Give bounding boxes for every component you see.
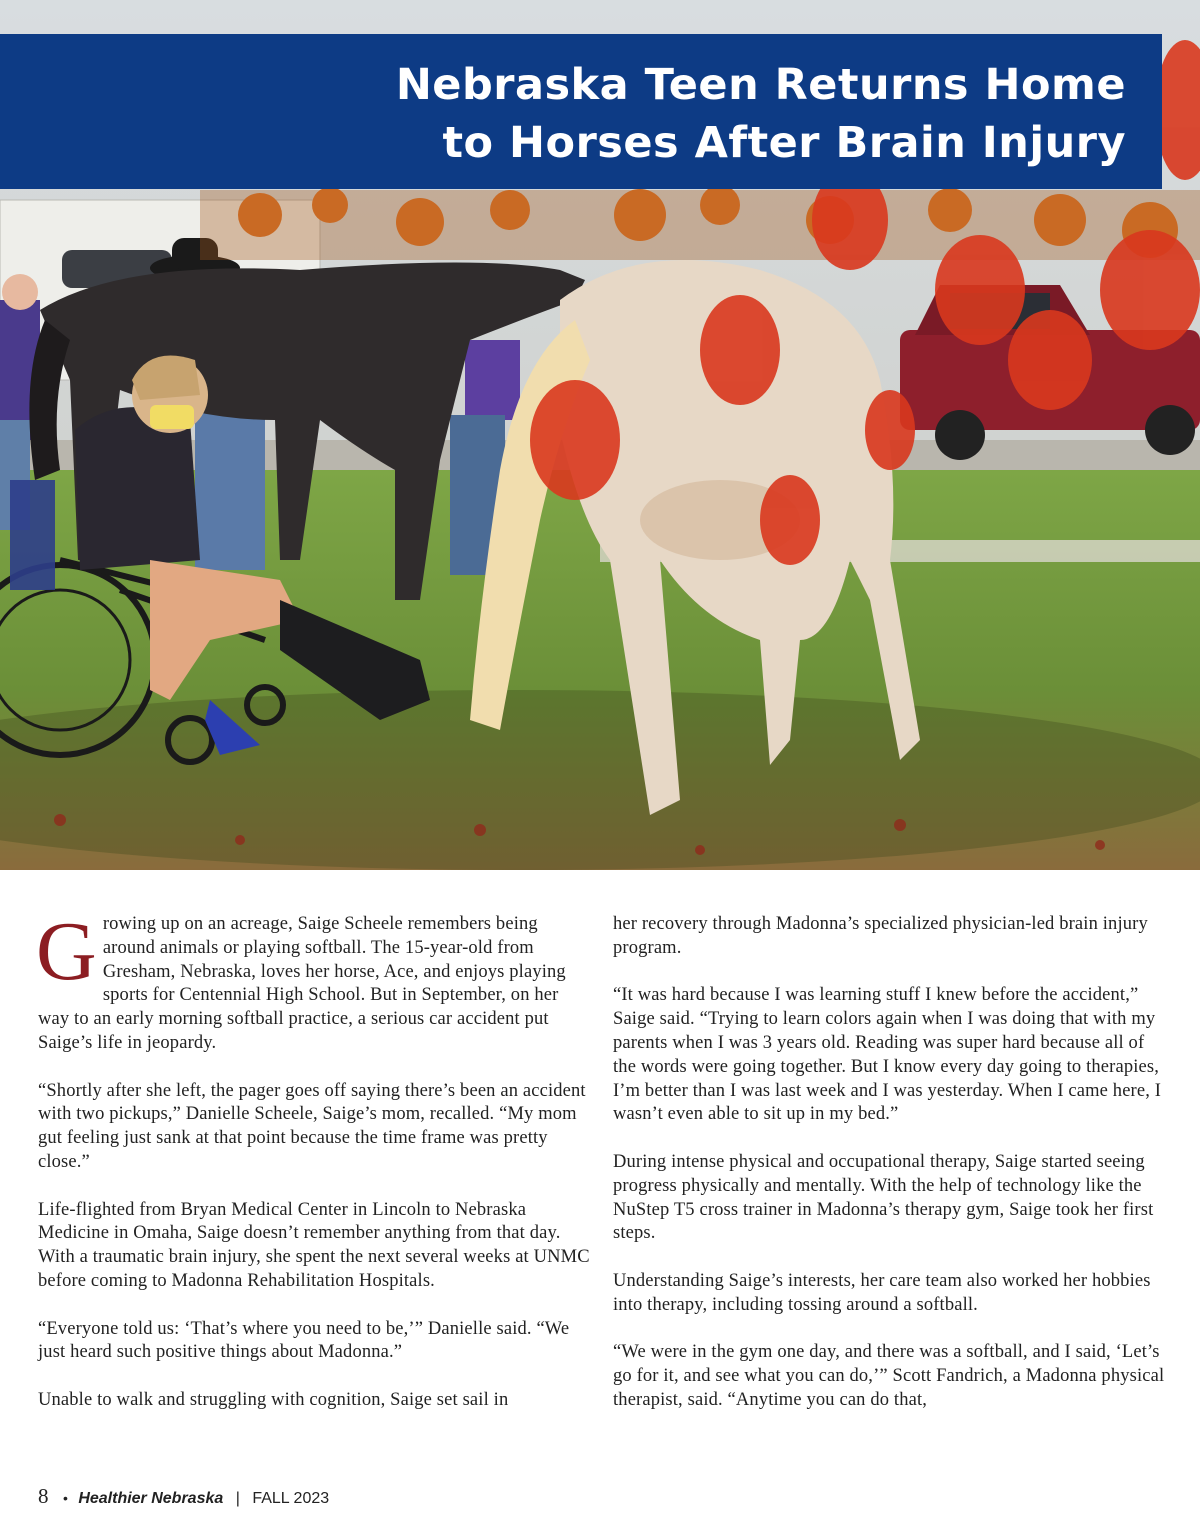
paragraph: her recovery through Madonna’s specialized physician-led brain injury program. [613,914,1148,958]
issue-label: FALL 2023 [252,1490,330,1507]
paragraph: “We were in the gym one day, and there was a softball, and I said, ‘Let’s go for it, and see what you can do,’” Scott Fandrich, a Madonna physical therapist, said. “Anytime you can do that, [613,1342,1165,1410]
title-line-1: Nebraska Teen Returns Home [395,60,1126,110]
page-footer [38,1484,329,1509]
title-line-2: to Horses After Brain Injury [442,118,1126,168]
paragraph-text: rowing up on an acreage, Saige Scheele remembers being around animals or playing softball. The 15-year-old from Gresham, Nebraska, loves her horse, Ace, and enjoys playing sports for Centennial High School. But in September, on her way to an early morning softball practice, a serious car accident put Saige’s life in jeopardy. [38,914,566,1053]
drop-cap: G [36,905,97,998]
paragraph [36,905,590,1056]
paragraph: Unable to walk and struggling with cognition, Saige set sail in [38,1389,509,1410]
paragraph: During intense physical and occupational therapy, Saige started seeing progress physically and mentally. With the help of technology like the NuStep T5 cross trainer in Madonna’s therapy gym, Saige took her first steps. [613,1151,1154,1244]
article-title [26,56,1126,172]
paragraph: Life-flighted from Bryan Medical Center in Lincoln to Nebraska Medicine in Omaha, Saige doesn’t remember anything from that day. With a traumatic brain injury, she spent the next several weeks at UNMC before coming to Madonna Rehabilitation Hospitals. [38,1199,590,1291]
publication-name: Healthier Nebraska [78,1490,224,1507]
footer-separator: | [235,1490,240,1507]
title-banner [0,34,1162,189]
wheelchair-seat-back [10,480,55,590]
page-number: 8 [38,1484,49,1508]
paragraph: Understanding Saige’s interests, her care team also worked her hobbies into therapy, including tossing around a softball. [613,1270,1151,1315]
paragraph: “It was hard because I was learning stuff I knew before the accident,” Saige said. “Trying to learn colors again when I was doing that with my parents when I was 3 years old. Reading was super hard because all of the words were going together. But I know every day going to therapies, I’m better than I was last week and I was yesterday. When I came here, I wasn’t even able to sit up in my bed.” [613,985,1162,1125]
article-column-right [613,913,1169,1437]
footer-bullet: • [62,1490,68,1506]
article-column-left [36,905,590,1437]
paragraph: “Everyone told us: ‘That’s where you need to be,’” Danielle said. “We just heard such positive things about Madonna.” [38,1318,570,1363]
paragraph: “Shortly after she left, the pager goes off saying there’s been an accident with two pickups,” Danielle Scheele, Saige’s mom, recalled. “My mom gut feeling just sank at that point because the time frame was pretty close.” [38,1080,586,1172]
